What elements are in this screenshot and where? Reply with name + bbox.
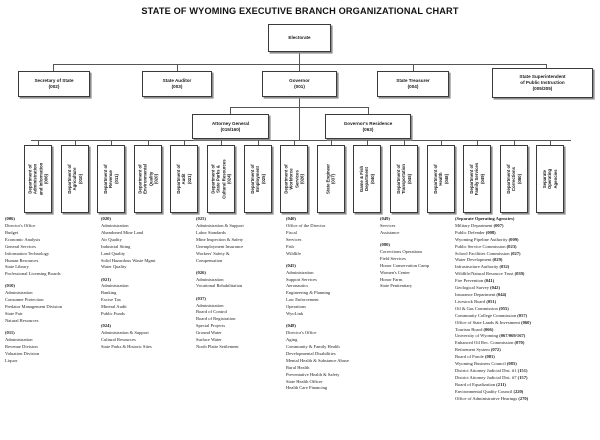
legend-item: Ground Water xyxy=(196,330,222,336)
separate-agency-item: Oil & Gas Commission (055) xyxy=(455,305,509,311)
legend-item: Aeronautics xyxy=(286,283,308,289)
legend-group xyxy=(286,323,349,392)
legend-group-code: (026) xyxy=(196,269,206,275)
node-electorate-label: Electorate xyxy=(288,35,311,41)
legend-item: Administration xyxy=(196,276,224,282)
connector-to-department xyxy=(75,140,76,145)
legend-item: State Penitentiary xyxy=(380,283,413,289)
connector-to-department xyxy=(550,140,551,145)
connector-to-department xyxy=(184,140,185,145)
legend-item: Operations xyxy=(286,304,306,310)
separate-agency-item: Insurance Department (044) xyxy=(455,291,507,297)
legend-group-code: (020) xyxy=(101,216,111,221)
department-box-label: Department of Environmental Quality (020) xyxy=(137,164,159,194)
department-box[interactable] xyxy=(244,145,272,213)
node-state-superintendent[interactable] xyxy=(492,68,593,98)
legend-item: Human Resources xyxy=(5,257,39,263)
legend-group-code: (048) xyxy=(286,323,296,329)
legend-group xyxy=(5,216,62,278)
legend-item: Law Enforcement xyxy=(286,297,319,303)
legend-item: Excise Tax xyxy=(101,297,121,303)
node-governor[interactable] xyxy=(262,71,337,97)
connector-to-department xyxy=(38,140,39,145)
department-box-label: State Engineer (037) xyxy=(325,163,336,195)
department-box-label: Department of Employment (025) xyxy=(249,164,266,194)
legend-group xyxy=(196,296,244,351)
legend-item: Water Quality xyxy=(101,264,127,270)
connector-electorate-down xyxy=(299,52,300,64)
connector-to-department xyxy=(514,140,515,145)
legend-item: North Platte Settlement xyxy=(196,343,239,349)
legend-item: Budget xyxy=(5,229,19,235)
legend-item: Liquor xyxy=(5,357,18,363)
separate-agency-item: Public Service Commission (023) xyxy=(455,243,517,249)
legend-group xyxy=(101,277,156,319)
legend-column xyxy=(196,216,244,356)
connector-to-department xyxy=(148,140,149,145)
separate-agency-item: Tourism Board (066) xyxy=(455,326,494,332)
separate-agency-item: Military Department (007) xyxy=(455,222,504,228)
legend-item: Unemployment Insurance xyxy=(196,243,244,249)
legend-item: Predator Management Division xyxy=(5,304,63,310)
node-governors-residence[interactable] xyxy=(325,114,411,139)
legend-group-code: (010) xyxy=(5,283,15,289)
node-secretary-of-state[interactable] xyxy=(18,71,90,97)
legend-group-code: (049) xyxy=(380,216,390,221)
legend-item: Information Technology xyxy=(5,250,50,256)
connector-governor-spine xyxy=(299,107,300,140)
legend-item: Honor Farm xyxy=(380,276,403,282)
legend-column xyxy=(101,216,156,356)
separate-agency-item: Fire Prevention (041) xyxy=(455,278,495,284)
department-box-label: Department of Administration and Information (006) xyxy=(27,162,49,196)
legend-item: Health Care Financing xyxy=(286,385,328,391)
legend-item: Assistance xyxy=(380,229,400,235)
legend-item: State Health Officer xyxy=(286,378,323,384)
legend-group-code: (021) xyxy=(101,276,111,282)
connector-to-attorney-general xyxy=(230,107,231,114)
separate-agencies-column xyxy=(455,216,531,402)
separate-agency-item: Wyoming Business Council (085) xyxy=(455,361,517,367)
node-state-superintendent-code: (005/205) xyxy=(532,85,553,91)
legend-item: Industrial Siting xyxy=(101,243,131,249)
legend-item: Director's Office xyxy=(5,222,36,228)
legend-item: Air Quality xyxy=(101,236,122,242)
legend-item: Services xyxy=(286,236,302,242)
legend-item: Administration xyxy=(101,222,129,228)
legend-item: Fish xyxy=(286,243,294,249)
legend-item: Administration xyxy=(101,283,129,289)
node-state-auditor-label: State Auditor xyxy=(162,78,192,84)
legend-item: Cultural Resources xyxy=(101,337,136,343)
separate-agency-item: Livestock Board (051) xyxy=(455,298,497,304)
separate-agency-item: Environmental Quality Council (220) xyxy=(455,388,524,394)
legend-column xyxy=(286,216,349,398)
node-secretary-of-state-label: Secretary of State xyxy=(34,78,74,84)
department-box[interactable] xyxy=(134,145,162,213)
node-attorney-general-code: (015/160) xyxy=(220,126,241,132)
department-box[interactable] xyxy=(463,145,491,213)
connector-to-department xyxy=(404,140,405,145)
legend-item: Community & Family Health xyxy=(286,343,340,349)
legend-group-code: (011) xyxy=(5,330,15,336)
separate-agencies-header: (Separate Operating Agencies) xyxy=(455,216,515,221)
department-box-label: Department of Corrections (080) xyxy=(505,164,522,194)
legend-item: Honor Conservation Camp xyxy=(380,262,429,268)
node-electorate[interactable] xyxy=(268,24,331,52)
legend-item: Field Services xyxy=(380,255,406,261)
legend-group-code: (080) xyxy=(380,241,390,247)
node-governors-residence-code: (063) xyxy=(362,126,374,132)
connector-to-treasurer xyxy=(413,64,414,71)
connector-to-department xyxy=(367,140,368,145)
legend-item: Valuation Division xyxy=(5,350,40,356)
legend-item: Mineral Audit xyxy=(101,304,127,310)
node-secretary-of-state-code: (002) xyxy=(48,84,60,89)
department-box[interactable] xyxy=(24,145,52,213)
connector-governor-down xyxy=(299,97,300,107)
separate-agency-item: Wildlife/Natural Resource Trust (039) xyxy=(455,271,525,277)
connector-to-governor xyxy=(299,64,300,71)
legend-item: Banking xyxy=(101,290,117,296)
department-box-label: Game & Fish Department (040) xyxy=(359,165,376,193)
connector-to-department xyxy=(477,140,478,145)
legend-item: Solid Hazardous Waste Mgmt xyxy=(101,257,156,263)
legend-item: Surface Water xyxy=(196,337,222,343)
legend-item: Board of Registration xyxy=(196,316,236,322)
legend-group-code: (040) xyxy=(286,216,296,221)
legend-group xyxy=(380,242,429,290)
legend-item: Women's Center xyxy=(380,269,410,275)
legend-item: Abandoned Mine Land xyxy=(101,229,144,235)
legend-item: State Library xyxy=(5,264,29,270)
legend-item: Fiscal xyxy=(286,229,297,235)
legend-item: Natural Resources xyxy=(5,318,39,323)
separate-agency-item: Office of State Lands & Investment (060) xyxy=(455,319,531,325)
department-box-label: Department of Health (048) xyxy=(432,164,449,194)
node-attorney-general-label: Attorney General xyxy=(211,120,250,126)
connector-to-department xyxy=(294,140,295,145)
department-box-label: Department of Workforce Services (026) xyxy=(283,164,305,194)
department-box[interactable] xyxy=(170,145,198,213)
legend-item: Workers' Safety & xyxy=(196,250,230,256)
legend-group xyxy=(101,323,156,351)
separate-agency-item: Geological Survey (042) xyxy=(455,285,500,291)
node-attorney-general[interactable] xyxy=(192,114,269,139)
separate-agency-item: Enhanced Oil Rec. Commission (070) xyxy=(455,340,525,346)
separate-agency-item: Board of Parole (081) xyxy=(455,354,495,360)
connector-to-department xyxy=(331,140,332,145)
department-box-label: Department of Revenue (011) xyxy=(103,164,119,194)
legend-item: State Parks & Historic Sites xyxy=(101,343,152,349)
separate-agency-item: Infrastructure Authority (032) xyxy=(455,264,510,270)
separate-agency-item: School Facilities Commission (027) xyxy=(455,250,521,256)
legend-item: WyoLink xyxy=(286,311,304,317)
legend-item: Land Quality xyxy=(101,250,126,256)
department-box[interactable] xyxy=(536,145,564,213)
department-box[interactable] xyxy=(61,145,89,213)
connector-to-department xyxy=(111,140,112,145)
separate-agency-item: District Attorney Judicial Dist. #7 (157) xyxy=(455,374,528,380)
legend-column xyxy=(380,216,429,296)
legend-item: Support Services xyxy=(286,276,317,282)
connector-to-governors-residence xyxy=(368,107,369,114)
legend-item: Services xyxy=(380,222,396,228)
department-box-label: Department of Agriculture (010) xyxy=(66,164,83,194)
department-box-label: Separate Operating Agencies xyxy=(542,168,559,190)
legend-item: Office of the Director xyxy=(286,222,326,228)
department-box[interactable] xyxy=(390,145,418,213)
legend-item: Compensation xyxy=(196,257,223,263)
page-title: STATE OF WYOMING EXECUTIVE BRANCH ORGANIZATIONAL CHART xyxy=(141,6,459,16)
legend-item: Vocational Rehabilitation xyxy=(196,283,243,289)
legend-item: Administration & Support xyxy=(101,330,149,336)
legend-item: Administration xyxy=(286,269,314,275)
legend-group-code: (025) xyxy=(196,216,206,221)
legend-item: Engineering & Planning xyxy=(286,290,331,296)
node-state-treasurer-code: (004) xyxy=(407,84,419,89)
separate-agency-item: Retirement System (072) xyxy=(455,347,501,353)
legend xyxy=(0,216,600,440)
legend-item: Rural Health xyxy=(286,364,310,370)
legend-group xyxy=(5,330,62,365)
node-state-treasurer[interactable] xyxy=(377,71,449,97)
legend-item: Revenue Division xyxy=(5,343,38,349)
legend-item: Director's Office xyxy=(286,330,317,336)
legend-item: Special Projects xyxy=(196,323,226,329)
legend-item: Preventative Health & Safety xyxy=(286,371,340,377)
department-box-label: Department of State Parks & Cultural Resources (024) xyxy=(210,159,232,199)
legend-group-code: (037) xyxy=(196,295,206,301)
legend-item: Wildlife xyxy=(286,250,301,256)
legend-group xyxy=(5,283,62,325)
legend-item: Administration xyxy=(5,337,33,343)
connector-to-department xyxy=(441,140,442,145)
department-box[interactable] xyxy=(317,145,345,213)
separate-agency-item: Office of Administrative Hearings (270) xyxy=(455,395,529,401)
legend-group xyxy=(196,216,244,264)
legend-item: Mental Health & Substance Abuse xyxy=(286,357,349,363)
department-box-label: Department of Transportation (045) xyxy=(395,163,412,195)
legend-item: Consumer Protection xyxy=(5,297,44,303)
connector-to-department xyxy=(258,140,259,145)
node-state-superintendent-line2: of Public Instruction xyxy=(520,80,565,86)
node-state-auditor-code: (003) xyxy=(171,84,183,89)
node-state-auditor[interactable] xyxy=(142,71,212,97)
legend-item: Labor Standards xyxy=(196,229,226,235)
connector-to-secretary xyxy=(53,64,54,71)
department-box-label: Department of Family Services (049) xyxy=(469,162,485,196)
department-box[interactable] xyxy=(353,145,381,213)
legend-group xyxy=(101,216,156,271)
connector-to-department xyxy=(221,140,222,145)
legend-group xyxy=(196,270,244,291)
legend-item: State Fair xyxy=(5,311,23,317)
node-governor-code: (001) xyxy=(294,84,305,89)
legend-item: Administration & Support xyxy=(196,222,244,228)
legend-group-code: (006) xyxy=(5,216,15,221)
legend-item: Aging xyxy=(286,337,298,343)
legend-item: Board of Control xyxy=(196,309,228,315)
legend-item: Economic Analysis xyxy=(5,236,41,242)
legend-item: General Services xyxy=(5,243,36,249)
department-box[interactable] xyxy=(207,145,235,213)
node-state-superintendent-line1: State Superintendent xyxy=(519,74,566,80)
legend-item: Developmental Disabilities xyxy=(286,350,336,356)
separate-agency-item: District Attorney Judicial Dist. #1 (151) xyxy=(455,367,528,373)
legend-group xyxy=(286,216,349,258)
department-box[interactable] xyxy=(280,145,308,213)
separate-agency-item: University of Wyoming (067/069/167) xyxy=(455,333,526,339)
legend-group xyxy=(380,216,429,237)
department-box[interactable] xyxy=(500,145,528,213)
legend-group-code: (024) xyxy=(101,323,111,329)
department-box[interactable] xyxy=(97,145,125,213)
legend-item: Administration xyxy=(5,290,33,296)
legend-group xyxy=(286,263,349,318)
node-governor-label: Governor xyxy=(289,78,310,84)
separate-agency-item: Water Development (029) xyxy=(455,257,503,263)
legend-item: Administration xyxy=(196,302,224,308)
department-box-label: Department of Audit (021) xyxy=(176,164,193,194)
legend-item: Professional Licensing Boards xyxy=(5,271,61,277)
legend-item: Mine Inspection & Safety xyxy=(196,236,244,242)
node-state-treasurer-label: State Treasurer xyxy=(396,78,430,84)
separate-agency-item: Public Defender (008) xyxy=(455,229,496,235)
separate-agency-item: Board of Equalization (211) xyxy=(455,381,506,387)
legend-item: Corrections Operations xyxy=(380,248,423,254)
separate-agency-item: Community College Commission (057) xyxy=(455,312,528,318)
department-box[interactable] xyxy=(427,145,455,213)
legend-column xyxy=(5,216,62,370)
separate-agency-item: Wyoming Pipeline Authority (009) xyxy=(455,236,519,242)
legend-item: Public Funds xyxy=(101,311,125,317)
legend-group-code: (045) xyxy=(286,262,296,268)
node-governors-residence-label: Governor's Residence xyxy=(343,120,393,126)
connector-to-auditor xyxy=(177,64,178,71)
